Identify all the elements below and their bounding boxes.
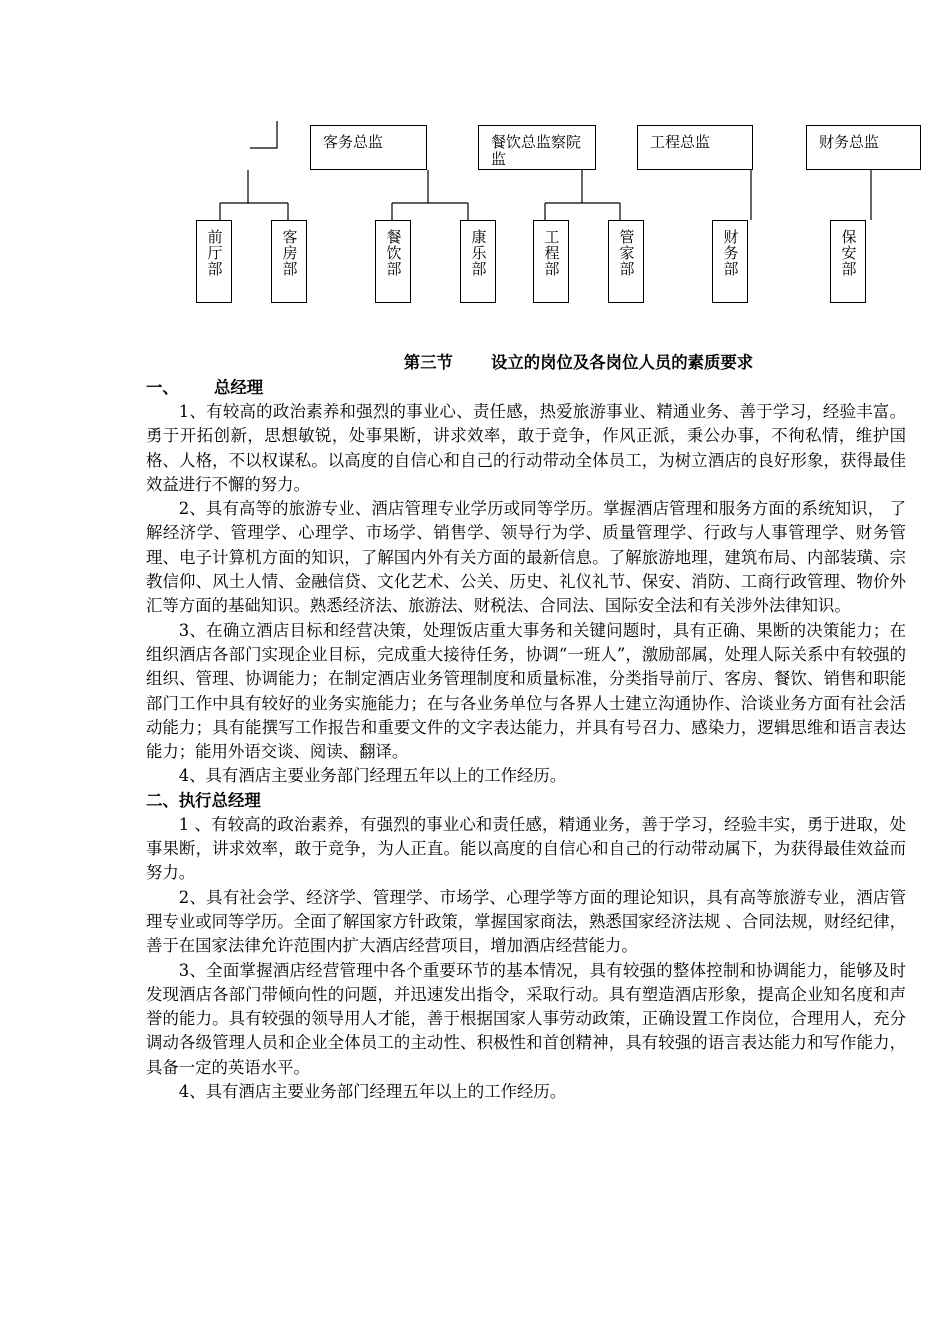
paragraph: 2、具有社会学、经济学、管理学、市场学、心理学等方面的理论知识，具有高等旅游专业，酒店管理专业或同等学历。全面了解国家方针政策，掌握国家商法，熟悉国家经济法规 、合同法规，财经纪律，善于在国家法律允许范围内扩大酒店经营项目，增加酒店经营能力。 xyxy=(146,887,906,956)
department-label: 前厅部 xyxy=(205,229,224,277)
paragraph: 3、在确立酒店目标和经营决策，处理饭店重大事务和关键问题时，具有正确、果断的决策能力；在组织酒店各部门实现企业目标，完成重大接待任务，协调“一班人”，激励部属，处理人际关系中有较强的组织、管理、协调能力；在制定酒店业务管理制度和质量标准，分类指导前厅、客房、餐饮、销售和职能部门工作中具有较好的业务实施能力；在与各业务单位与各界人士建立沟通协作、洽谈业务方面有社会活动能力；具有能撰写工作报告和重要文件的文字表达能力，并具有号召力、感染力，逻辑思维和语言表达能力；能用外语交谈、阅读、翻译。 xyxy=(146,620,906,762)
department-label: 管家部 xyxy=(617,229,636,277)
org-box-director xyxy=(310,125,427,170)
org-box-department xyxy=(375,220,411,303)
department-label: 财务部 xyxy=(721,229,740,277)
director-label: 客务总监 xyxy=(323,133,384,151)
subsection-heading-text: 执行总经理 xyxy=(178,790,261,810)
org-box-department xyxy=(712,220,748,303)
org-box-department xyxy=(608,220,644,303)
paragraph: 1 、有较高的政治素养，有强烈的事业心和责任感，精通业务，善于学习，经验丰实，勇于进取，处事果断，讲求效率，敢于竞争，为人正直。能以高度的自信心和自己的行动带动属下，为获得最佳效益而努力。 xyxy=(146,814,906,883)
section-title xyxy=(146,350,906,376)
department-label: 工程部 xyxy=(542,229,561,277)
paragraph: 3、全面掌握酒店经营管理中各个重要环节的基本情况，具有较强的整体控制和协调能力，能够及时发现酒店各部门带倾向性的问题，并迅速发出指令，采取行动。具有塑造酒店形象，提高企业知名度和声誉的能力。具有较强的领导用人才能，善于根据国家人事劳动政策，正确设置工作岗位，合理用人，充分调动各级管理人员和企业全体员工的主动性、积极性和首创精神，具有较强的语言表达能力和写作能力，具备一定的英语水平。 xyxy=(146,960,906,1077)
section-number: 第三节 xyxy=(403,353,453,372)
org-box-department xyxy=(460,220,496,303)
org-box-director xyxy=(478,125,596,170)
org-box-department xyxy=(196,220,232,303)
director-label: 餐饮总监察院监 xyxy=(491,133,582,168)
department-label: 餐饮部 xyxy=(384,229,403,277)
director-label: 财务总监 xyxy=(819,133,880,151)
org-box-department xyxy=(271,220,307,303)
org-box-director xyxy=(637,125,753,170)
document-body xyxy=(146,350,906,1104)
paragraph: 4、具有酒店主要业务部门经理五年以上的工作经历。 xyxy=(178,766,567,786)
subsection-heading xyxy=(146,376,906,400)
paragraph: 1、有较高的政治素养和强烈的事业心、责任感，热爱旅游事业、精通业务、善于学习，经验丰富。勇于开拓创新，思想敏锐，处事果断，讲求效率，敢于竞争，作风正派，秉公办事，不徇私情，维护国格、人格，不以权谋私。以高度的自信心和自己的行动带动全体员工，为树立酒店的良好形象，获得最佳效益进行不懈的努力。 xyxy=(146,402,906,494)
org-box-director xyxy=(806,125,921,170)
paragraph: 4、具有酒店主要业务部门经理五年以上的工作经历。 xyxy=(178,1082,567,1102)
department-label: 保安部 xyxy=(839,229,858,277)
subsection-number: 二、 xyxy=(146,790,179,810)
department-label: 客房部 xyxy=(280,229,299,277)
paragraph: 2、具有高等的旅游专业、酒店管理专业学历或同等学历。掌握酒店管理和服务方面的系统知识， 了解经济学、管理学、心理学、市场学、销售学、领导行为学、质量管理学、行政与人事管理学、财务管理、电子计算机方面的知识，了解国内外有关方面的最新信息。了解旅游地理，建筑布局、内部装璜、宗教信仰、风土人情、金融信贷、文化艺术、公关、历史、礼仪礼节、保安、消防、工商行政管理、物价外汇等方面的基础知识。熟悉经济法、旅游法、财税法、合同法、国际安全法和有关涉外法律知识。 xyxy=(146,499,906,616)
subsection-number: 一、 xyxy=(146,378,179,397)
subsection-heading xyxy=(146,789,906,813)
org-chart xyxy=(0,0,950,320)
section-title-text: 设立的岗位及各岗位人员的素质要求 xyxy=(490,353,754,372)
org-box-department xyxy=(830,220,866,303)
subsection-heading-text: 总经理 xyxy=(214,378,264,397)
department-label: 康乐部 xyxy=(469,229,488,277)
org-box-department xyxy=(533,220,569,303)
director-label: 工程总监 xyxy=(650,133,711,151)
